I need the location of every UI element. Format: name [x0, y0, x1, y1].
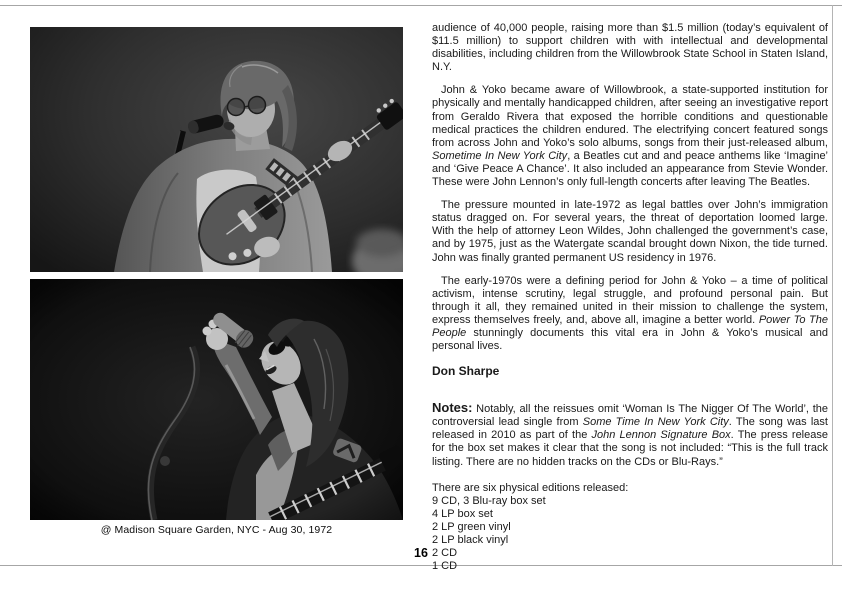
paragraph-4	[432, 275, 828, 354]
paragraph-1	[432, 22, 828, 74]
article-text	[432, 22, 828, 573]
top-rule	[0, 5, 842, 6]
byline: Don Sharpe	[432, 364, 500, 379]
edition-item: 4 LP box set	[432, 507, 493, 520]
photo-column	[30, 27, 403, 536]
text-segment: John & Yoko became aware of Willowbrook, a state-supported institution for physically and mentally handicapped children, after seeing an investigative report from Geraldo Rivera that exposed the horrible conditions and questionable medical practices the children endured. The electrifying concert featured songs from across John and Yoko’s solo albums, songs from their just-released album,	[432, 84, 828, 149]
photo-caption: @ Madison Square Garden, NYC - Aug 30, 1972	[100, 524, 333, 536]
notes-paragraph	[432, 401, 828, 468]
text-segment: Notably, all the reissues omit ‘Woman Is The Nigger Of The World’, the controversial lead single from	[432, 403, 828, 429]
text-segment: stunningly documents this vital era in John & Yoko’s musical and personal lives.	[432, 326, 828, 353]
round-sunglasses	[228, 99, 245, 116]
text-segment: . The song was last released in 2010 as part of the	[432, 416, 828, 442]
editions-items	[432, 495, 828, 574]
text-segment: . The press release for the box set makes it clear that the song is not included: “This is the full track listing. There are no hidden tracks on the CDs or Blu-Rays.”	[432, 429, 828, 468]
paragraph-2	[432, 84, 828, 189]
edition-item: 2 LP green vinyl	[432, 520, 511, 533]
text-segment: Some Time In New York City	[582, 416, 729, 429]
text-segment: John Lennon Signature Box	[591, 429, 731, 442]
text-segment: Power To The People	[432, 313, 829, 339]
paragraph-3	[432, 199, 828, 264]
text-segment: The early-1970s were a defining period for John & Yoko – a time of political activism, intense scrutiny, legal struggle, and profound personal pain. But through it all, they remained united in their mission to challenge the system, express themselves freely, and, above all, imagine a better world.	[432, 274, 828, 326]
text-segment: audience of 40,000 people, raising more than $1.5 million (today’s equivalent of $11.5 million) to support children with with intellectual and developmental disabilities, including children from the Willowbrook State School in Staten Island, N.Y.	[432, 22, 828, 74]
photo-john-lennon-guitar	[30, 27, 403, 272]
photo-john-lennon-singing	[30, 279, 403, 520]
edition-item: 2 LP black vinyl	[432, 534, 509, 546]
edition-item: 1 CD	[432, 560, 458, 573]
notes-label: Notes:	[432, 400, 473, 416]
page-number: 16	[414, 546, 428, 560]
edition-item: 9 CD, 3 Blu-ray box set	[432, 494, 546, 507]
text-segment: Sometime In New York City	[432, 149, 568, 162]
editions-intro: There are six physical editions released:	[432, 481, 629, 494]
text-segment: , a Beatles cut and and peace anthems like ‘Imagine’ and ‘Give Peace A Chance’. It also included an appearance from Stevie Wonder. These were John Lennon’s only full-length concerts after leaving The Beatles.	[432, 149, 828, 189]
edition-item: 2 CD	[432, 547, 458, 560]
right-rule	[832, 5, 833, 566]
text-segment: The pressure mounted in late-1972 as legal battles over John’s immigration status dragged on. For several years, the threat of deportation loomed large. With the help of attorney Leon Wildes, John challenged the government’s case, and by 1975, just as the Watergate scandal brought down Nixon, the tide turned. John was finally granted permanent US residency in 1976.	[432, 199, 828, 264]
